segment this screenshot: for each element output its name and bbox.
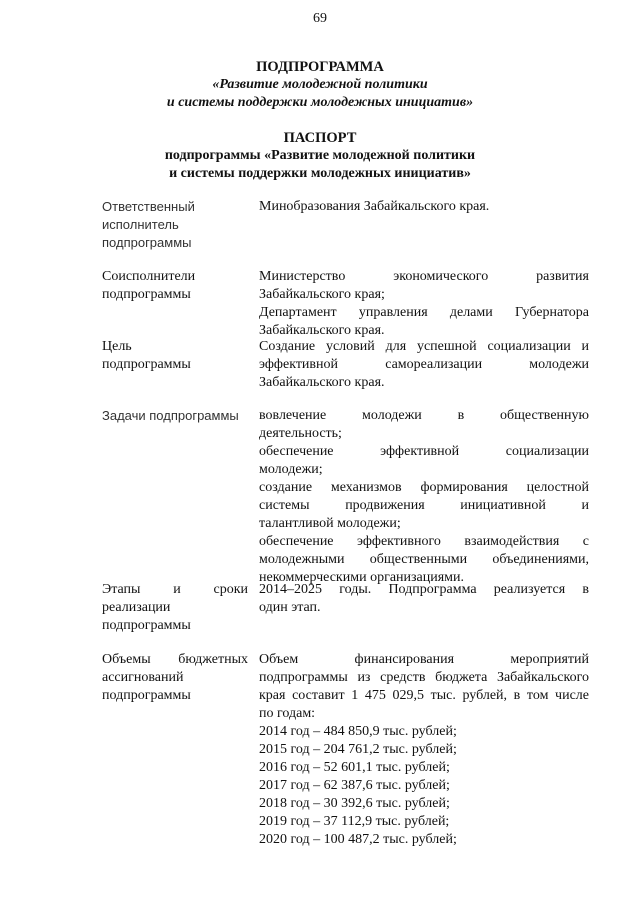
passport-subtitle-line-2: и системы поддержки молодежных инициатив» xyxy=(169,166,471,181)
value-line: системы продвижения инициативной и xyxy=(259,498,589,513)
value-line: Департамент управления делами Губернатора xyxy=(259,305,589,320)
passport-subtitle-line-1: подпрограммы «Развитие молодежной политики xyxy=(164,148,476,163)
value-line: молодежи; xyxy=(259,462,323,477)
value-line: деятельность; xyxy=(259,426,342,441)
value-line: по годам: xyxy=(259,706,316,721)
label-line: Соисполнители xyxy=(102,269,196,284)
page-number: 69 xyxy=(313,11,327,26)
value-line: Забайкальского края. xyxy=(259,323,385,338)
budget-year-line: 2015 год – 204 761,2 тыс. рублей; xyxy=(259,742,457,757)
budget-year-line: 2018 год – 30 392,6 тыс. рублей; xyxy=(259,796,450,811)
row-value xyxy=(259,198,589,216)
row-value xyxy=(259,651,589,849)
row-label xyxy=(102,407,248,425)
label-line: подпрограммы xyxy=(102,287,191,302)
label-line: Этапы и сроки xyxy=(102,582,248,597)
budget-year-line: 2020 год – 100 487,2 тыс. рублей; xyxy=(259,832,457,847)
label-line: Цель xyxy=(102,339,132,354)
label-line: ассигнований xyxy=(102,670,184,685)
budget-year-line: 2017 год – 62 387,6 тыс. рублей; xyxy=(259,778,450,793)
subprogram-name-line-1: «Развитие молодежной политики xyxy=(212,77,428,92)
value-line: Создание условий для успешной социализации и xyxy=(259,339,589,354)
label-line: подпрограммы xyxy=(102,618,191,633)
value-line: Забайкальского края. xyxy=(259,375,385,390)
value-line: вовлечение молодежи в общественную xyxy=(259,408,589,423)
budget-year-line: 2016 год – 52 601,1 тыс. рублей; xyxy=(259,760,450,775)
budget-year-line: 2014 год – 484 850,9 тыс. рублей; xyxy=(259,724,457,739)
row-value xyxy=(259,407,589,587)
row-value xyxy=(259,581,589,617)
value-line: Объем финансирования мероприятий xyxy=(259,652,589,667)
label-line: подпрограммы xyxy=(102,688,191,703)
value-line: Министерство экономического развития xyxy=(259,269,589,284)
passport-title: ПАСПОРТ xyxy=(283,130,357,146)
row-value xyxy=(259,268,589,340)
row-label xyxy=(102,651,248,705)
row-label xyxy=(102,268,248,304)
row-value xyxy=(259,338,589,392)
row-label xyxy=(102,581,248,635)
value-line: подпрограммы из средств бюджета Забайкальского xyxy=(259,670,589,685)
value-line: создание механизмов формирования целостной xyxy=(259,480,589,495)
label-line: реализации xyxy=(102,600,171,615)
value-line: обеспечение эффективной социализации xyxy=(259,444,589,459)
value-line: края составит 1 475 029,5 тыс. рублей, в том числе xyxy=(259,688,589,703)
subprogram-name-line-2: и системы поддержки молодежных инициатив» xyxy=(166,95,474,110)
value-line: 2014–2025 годы. Подпрограмма реализуется в xyxy=(259,582,589,597)
value-line: Забайкальского края; xyxy=(259,287,385,302)
label-line: подпрограммы xyxy=(102,235,192,250)
label-line: исполнитель xyxy=(102,217,179,232)
value-line: эффективной самореализации молодежи xyxy=(259,357,589,372)
subprogram-title: ПОДПРОГРАММА xyxy=(256,59,384,75)
row-label xyxy=(102,338,248,374)
value-line: обеспечение эффективного взаимодействия с xyxy=(259,534,589,549)
value-line: некоммерческими организациями. xyxy=(259,570,465,585)
subprogram-heading xyxy=(0,58,640,112)
value-line: Минобразования Забайкальского края. xyxy=(259,199,490,214)
label-line: Задачи подпрограммы xyxy=(102,408,239,423)
value-line: один этап. xyxy=(259,600,321,615)
label-line: подпрограммы xyxy=(102,357,191,372)
value-line: молодежными общественными объединениями, xyxy=(259,552,589,567)
passport-heading xyxy=(0,129,640,183)
label-line: Объемы бюджетных xyxy=(102,652,248,667)
budget-year-line: 2019 год – 37 112,9 тыс. рублей; xyxy=(259,814,450,829)
value-line: талантливой молодежи; xyxy=(259,516,401,531)
row-label xyxy=(102,198,248,252)
label-line: Ответственный xyxy=(102,199,195,214)
